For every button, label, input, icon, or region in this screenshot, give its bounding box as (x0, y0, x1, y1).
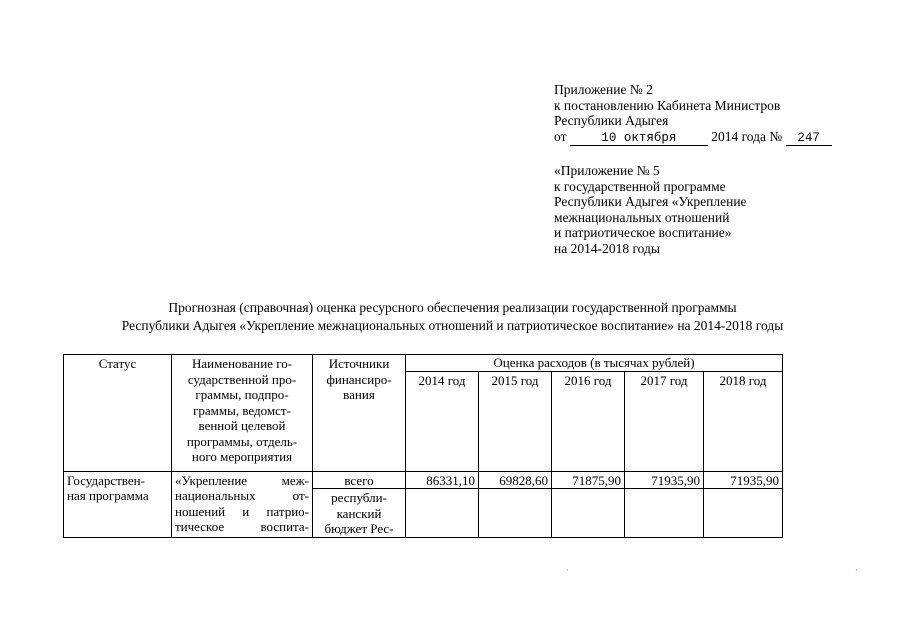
source-republic-budget (313, 489, 406, 538)
header-name-line: венной целевой (198, 418, 286, 433)
status-line: ная программа (67, 488, 149, 503)
total-2015: 69828,60 (479, 471, 552, 489)
header-name (172, 355, 313, 472)
appendix5-line: на 2014-2018 годы (554, 240, 660, 256)
program-name-line: тическое воспита- (175, 519, 309, 534)
table-row-program-total (64, 471, 783, 489)
appendix-line-3: Республики Адыгея (554, 113, 669, 128)
header-status: Статус (64, 355, 172, 472)
header-source (313, 355, 406, 472)
decree-number: 247 (786, 132, 832, 146)
header-name-line: программы, отдель- (186, 433, 298, 449)
header-year-2015: 2015 год (479, 371, 552, 471)
resource-table (63, 354, 783, 538)
appendix5-line: «Приложение № 5 (554, 163, 660, 178)
total-2017: 71935,90 (625, 471, 704, 489)
source-line: бюджет Рес- (324, 521, 394, 536)
appendix-line-1: Приложение № 2 (554, 82, 653, 97)
header-expenses: Оценка расходов (в тысячах рублей) (406, 355, 783, 372)
total-2014: 86331,10 (406, 471, 479, 489)
program-name-cell (172, 471, 313, 537)
date-prefix: от (554, 128, 567, 144)
source-line: республи- (331, 490, 387, 505)
appendix-5-block (554, 163, 747, 256)
appendix5-line: и патриотическое воспитание» (554, 225, 732, 240)
header-source-line: Источники (328, 356, 390, 371)
source-total: всего (313, 471, 406, 489)
header-row-1 (64, 355, 783, 372)
total-2018: 71935,90 (704, 471, 783, 489)
appendix-date-line (554, 129, 832, 146)
header-name-line: сударственной про- (187, 371, 297, 387)
header-name-line: граммы, ведомст- (193, 402, 291, 418)
total-2016: 71875,90 (552, 471, 625, 489)
header-name-line: Наименование го- (191, 356, 293, 371)
status-line: Государствен- (67, 472, 145, 488)
appendix5-line: Республики Адыгея «Укрепление (554, 194, 747, 209)
header-source-line: вания (343, 387, 375, 402)
appendix-block (554, 82, 832, 146)
scan-speck: · (566, 566, 569, 575)
date-value: 10 октября (570, 132, 708, 146)
appendix5-line: межнациональных отношений (554, 209, 730, 225)
program-name-line: ношений и патрио- (175, 503, 309, 519)
header-year-2014: 2014 год (406, 371, 479, 471)
budget-2017 (625, 489, 704, 538)
title-line-2: Республики Адыгея «Укрепление межнациональных отношений и патриотическое воспитание» на 2014-2018 годы (121, 318, 784, 333)
budget-2016 (552, 489, 625, 538)
header-year-2016: 2016 год (552, 371, 625, 471)
budget-2015 (479, 489, 552, 538)
title-line-1: Прогнозная (справочная) оценка ресурсного обеспечения реализации государственной программы (168, 300, 737, 315)
budget-2018 (704, 489, 783, 538)
scan-speck: · (855, 566, 858, 575)
program-name-line: национальных от- (175, 488, 309, 503)
header-name-line: граммы, подпро- (195, 387, 289, 402)
header-name-line: ного мероприятия (191, 449, 293, 464)
header-year-2017: 2017 год (625, 371, 704, 471)
year-text: 2014 года № (711, 128, 783, 144)
appendix5-line: к государственной программе (554, 178, 726, 194)
header-source-line: финансиро- (326, 371, 392, 387)
program-name-line: «Укрепление меж- (175, 472, 309, 488)
header-year-2018: 2018 год (704, 371, 783, 471)
budget-2014 (406, 489, 479, 538)
status-cell (64, 471, 172, 537)
document-title (0, 299, 905, 335)
source-line: канский (336, 505, 382, 521)
appendix-line-2: к постановлению Кабинета Министров (554, 97, 781, 113)
